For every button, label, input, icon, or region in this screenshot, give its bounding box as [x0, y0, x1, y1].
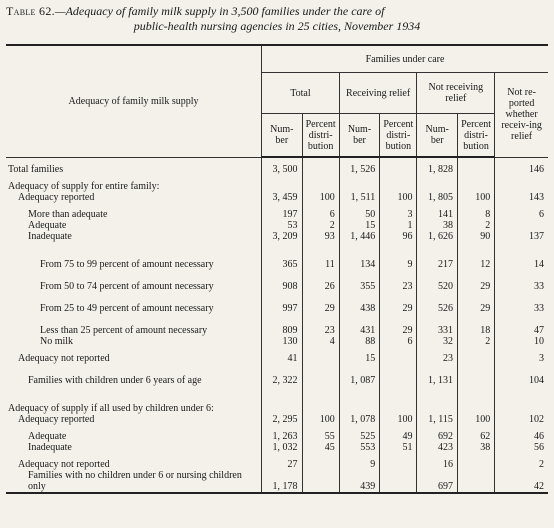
table-cell	[380, 364, 417, 386]
table-cell: 23	[417, 353, 457, 364]
table-cell: 423	[417, 442, 457, 453]
receiving-relief-header: Receiving relief	[339, 73, 417, 114]
table-cell: 1, 526	[339, 164, 379, 175]
table-cell: 525	[339, 431, 379, 442]
table-row	[6, 353, 548, 364]
table-cell: 47	[495, 314, 548, 336]
table-cell	[302, 364, 339, 386]
row-label: From 25 to 49 percent of amount necessary	[40, 303, 214, 314]
table-cell: 1, 828	[417, 164, 457, 175]
table-cell	[457, 164, 494, 175]
table-row	[6, 459, 548, 470]
table-cell: 1, 115	[417, 414, 457, 425]
table-cell	[380, 164, 417, 175]
table-cell: 1, 626	[417, 231, 457, 242]
table-cell: 49	[380, 431, 417, 442]
table-cell: 15	[339, 353, 379, 364]
table-cell: 46	[495, 431, 548, 442]
table-cell: 23	[380, 270, 417, 292]
table-row	[6, 364, 548, 386]
table-cell: 8	[457, 209, 494, 220]
table-cell: 141	[417, 209, 457, 220]
number-header: Num-ber	[262, 114, 302, 158]
table-cell: 3	[495, 353, 548, 364]
table-cell: 1	[380, 220, 417, 231]
table-cell: 41	[262, 353, 302, 364]
table-cell	[457, 470, 494, 493]
table-cell: 2	[457, 336, 494, 347]
table-cell: 365	[262, 248, 302, 270]
table-cell: 45	[302, 442, 339, 453]
percent-header: Percent distri-bution	[380, 114, 417, 158]
table-cell: 33	[495, 292, 548, 314]
table-cell: 809	[262, 314, 302, 336]
row-label: From 50 to 74 percent of amount necessary	[40, 281, 214, 292]
table-cell	[302, 164, 339, 175]
table-cell	[262, 181, 302, 192]
table-cell: 90	[457, 231, 494, 242]
table-row	[6, 314, 548, 336]
table-cell: 10	[495, 336, 548, 347]
table-cell: 1, 511	[339, 192, 379, 203]
table-cell: 6	[302, 209, 339, 220]
table-cell: 520	[417, 270, 457, 292]
table-cell: 96	[380, 231, 417, 242]
table-cell	[262, 392, 302, 414]
table-cell: 38	[417, 220, 457, 231]
table-cell: 697	[417, 470, 457, 493]
row-label: Adequacy of supply if all used by children under 6:	[8, 403, 214, 414]
table-cell	[457, 392, 494, 414]
table-row	[6, 292, 548, 314]
table-cell: 431	[339, 314, 379, 336]
table-cell	[380, 392, 417, 414]
table-cell: 29	[380, 292, 417, 314]
table-cell	[380, 470, 417, 493]
table-cell: 2, 322	[262, 364, 302, 386]
row-label: Adequacy reported	[18, 192, 95, 203]
table-cell: 9	[380, 248, 417, 270]
table-row	[6, 192, 548, 203]
table-cell: 1, 032	[262, 442, 302, 453]
table-cell: 88	[339, 336, 379, 347]
table-subtitle: public-health nursing agencies in 25 cities, November 1934	[133, 19, 421, 33]
row-label: Adequate	[28, 220, 67, 231]
table-cell	[457, 353, 494, 364]
table-cell: 143	[495, 192, 548, 203]
table-cell: 33	[495, 270, 548, 292]
row-label: Adequacy not reported	[18, 459, 110, 470]
group-header: Families under care	[262, 45, 548, 73]
number-header: Num-ber	[339, 114, 379, 158]
table-cell: 100	[380, 192, 417, 203]
table-cell: 130	[262, 336, 302, 347]
percent-header: Percent distri-bution	[302, 114, 339, 158]
row-label: Adequacy not reported	[18, 353, 110, 364]
table-cell: 100	[457, 192, 494, 203]
not-reported-header: Not re-ported whether receiv-ing relief	[495, 73, 548, 158]
row-label: Total families	[8, 164, 64, 175]
table-cell: 692	[417, 431, 457, 442]
table-cell: 42	[495, 470, 548, 493]
row-label: Less than 25 percent of amount necessary	[40, 325, 208, 336]
table-cell: 4	[302, 336, 339, 347]
table-body	[6, 157, 548, 493]
row-label: More than adequate	[28, 209, 108, 220]
table-cell: 3, 500	[262, 164, 302, 175]
table-title	[6, 4, 548, 34]
table-cell: 1, 446	[339, 231, 379, 242]
table-cell	[495, 220, 548, 231]
table-cell	[457, 364, 494, 386]
table-cell: 32	[417, 336, 457, 347]
table-cell: 56	[495, 442, 548, 453]
table-cell: 526	[417, 292, 457, 314]
table-cell: 1, 263	[262, 431, 302, 442]
table-row	[6, 392, 548, 414]
table-row	[6, 209, 548, 220]
table-cell	[417, 181, 457, 192]
table-cell: 18	[457, 314, 494, 336]
table-cell: 1, 131	[417, 364, 457, 386]
table-cell	[495, 392, 548, 414]
table-header	[6, 45, 548, 157]
row-label: No milk	[40, 336, 74, 347]
table-cell: 11	[302, 248, 339, 270]
table-row	[6, 442, 548, 453]
table-cell: 29	[380, 314, 417, 336]
table-cell	[302, 353, 339, 364]
table-cell: 38	[457, 442, 494, 453]
table-cell: 1, 078	[339, 414, 379, 425]
table-row	[6, 336, 548, 347]
table-row	[6, 431, 548, 442]
table-cell: 355	[339, 270, 379, 292]
table-cell: 16	[417, 459, 457, 470]
table-title-text: —Adequacy of family milk supply in 3,500 families under the care of	[54, 4, 385, 18]
table-cell: 53	[262, 220, 302, 231]
table-cell: 1, 087	[339, 364, 379, 386]
stub-header: Adequacy of family milk supply	[6, 45, 262, 157]
table-cell: 15	[339, 220, 379, 231]
table-cell	[380, 353, 417, 364]
table-row	[6, 231, 548, 242]
table-cell: 331	[417, 314, 457, 336]
table-cell: 3, 459	[262, 192, 302, 203]
table-cell: 1, 178	[262, 470, 302, 493]
table-cell	[457, 459, 494, 470]
table-cell: 908	[262, 270, 302, 292]
table-cell: 438	[339, 292, 379, 314]
row-label: Families with children under 6 years of age	[28, 375, 202, 386]
table-cell: 93	[302, 231, 339, 242]
table-cell: 137	[495, 231, 548, 242]
table-cell: 62	[457, 431, 494, 442]
table-row	[6, 270, 548, 292]
total-header: Total	[262, 73, 340, 114]
row-label: Families with no children under 6 or nursing children only	[28, 470, 242, 492]
table-cell	[380, 459, 417, 470]
table-cell: 102	[495, 414, 548, 425]
table-cell: 104	[495, 364, 548, 386]
table-cell: 14	[495, 248, 548, 270]
table-cell: 26	[302, 270, 339, 292]
table-cell	[457, 181, 494, 192]
data-table	[6, 44, 548, 494]
row-label: From 75 to 99 percent of amount necessary	[40, 259, 214, 270]
table-cell: 2	[495, 459, 548, 470]
table-row	[6, 164, 548, 175]
table-cell: 29	[302, 292, 339, 314]
number-header: Num-ber	[417, 114, 457, 158]
table-cell	[302, 459, 339, 470]
table-row	[6, 248, 548, 270]
table-cell: 146	[495, 164, 548, 175]
percent-header: Percent distri-bution	[457, 114, 494, 158]
table-cell: 29	[457, 270, 494, 292]
table-cell: 1, 805	[417, 192, 457, 203]
table-number: Table 62.	[6, 4, 55, 18]
table-cell: 12	[457, 248, 494, 270]
table-cell: 2	[302, 220, 339, 231]
table-cell: 6	[495, 209, 548, 220]
table-cell: 100	[380, 414, 417, 425]
table-cell	[339, 181, 379, 192]
row-label: Inadequate	[28, 231, 72, 242]
table-cell: 100	[302, 192, 339, 203]
not-receiving-relief-header: Not receiving relief	[417, 73, 495, 114]
table-cell: 134	[339, 248, 379, 270]
table-cell	[302, 181, 339, 192]
table-cell: 29	[457, 292, 494, 314]
table-row	[6, 414, 548, 425]
table-cell: 217	[417, 248, 457, 270]
table-cell: 9	[339, 459, 379, 470]
row-label: Adequate	[28, 431, 67, 442]
table-cell	[380, 181, 417, 192]
table-cell: 197	[262, 209, 302, 220]
table-cell: 553	[339, 442, 379, 453]
table-cell: 2	[457, 220, 494, 231]
table-cell: 100	[457, 414, 494, 425]
table-cell	[339, 392, 379, 414]
table-cell: 3, 209	[262, 231, 302, 242]
table-cell	[495, 181, 548, 192]
table-cell: 997	[262, 292, 302, 314]
table-cell	[302, 470, 339, 493]
table-row	[6, 470, 548, 493]
table-cell: 50	[339, 209, 379, 220]
table-cell: 27	[262, 459, 302, 470]
row-label: Inadequate	[28, 442, 72, 453]
table-cell: 439	[339, 470, 379, 493]
table-row	[6, 220, 548, 231]
table-cell: 6	[380, 336, 417, 347]
row-label: Adequacy of supply for entire family:	[8, 181, 160, 192]
table-cell: 100	[302, 414, 339, 425]
table-cell: 3	[380, 209, 417, 220]
table-cell: 2, 295	[262, 414, 302, 425]
table-cell: 23	[302, 314, 339, 336]
table-cell	[302, 392, 339, 414]
table-cell: 55	[302, 431, 339, 442]
row-label: Adequacy reported	[18, 414, 95, 425]
table-row	[6, 181, 548, 192]
table-cell	[417, 392, 457, 414]
table-cell: 51	[380, 442, 417, 453]
